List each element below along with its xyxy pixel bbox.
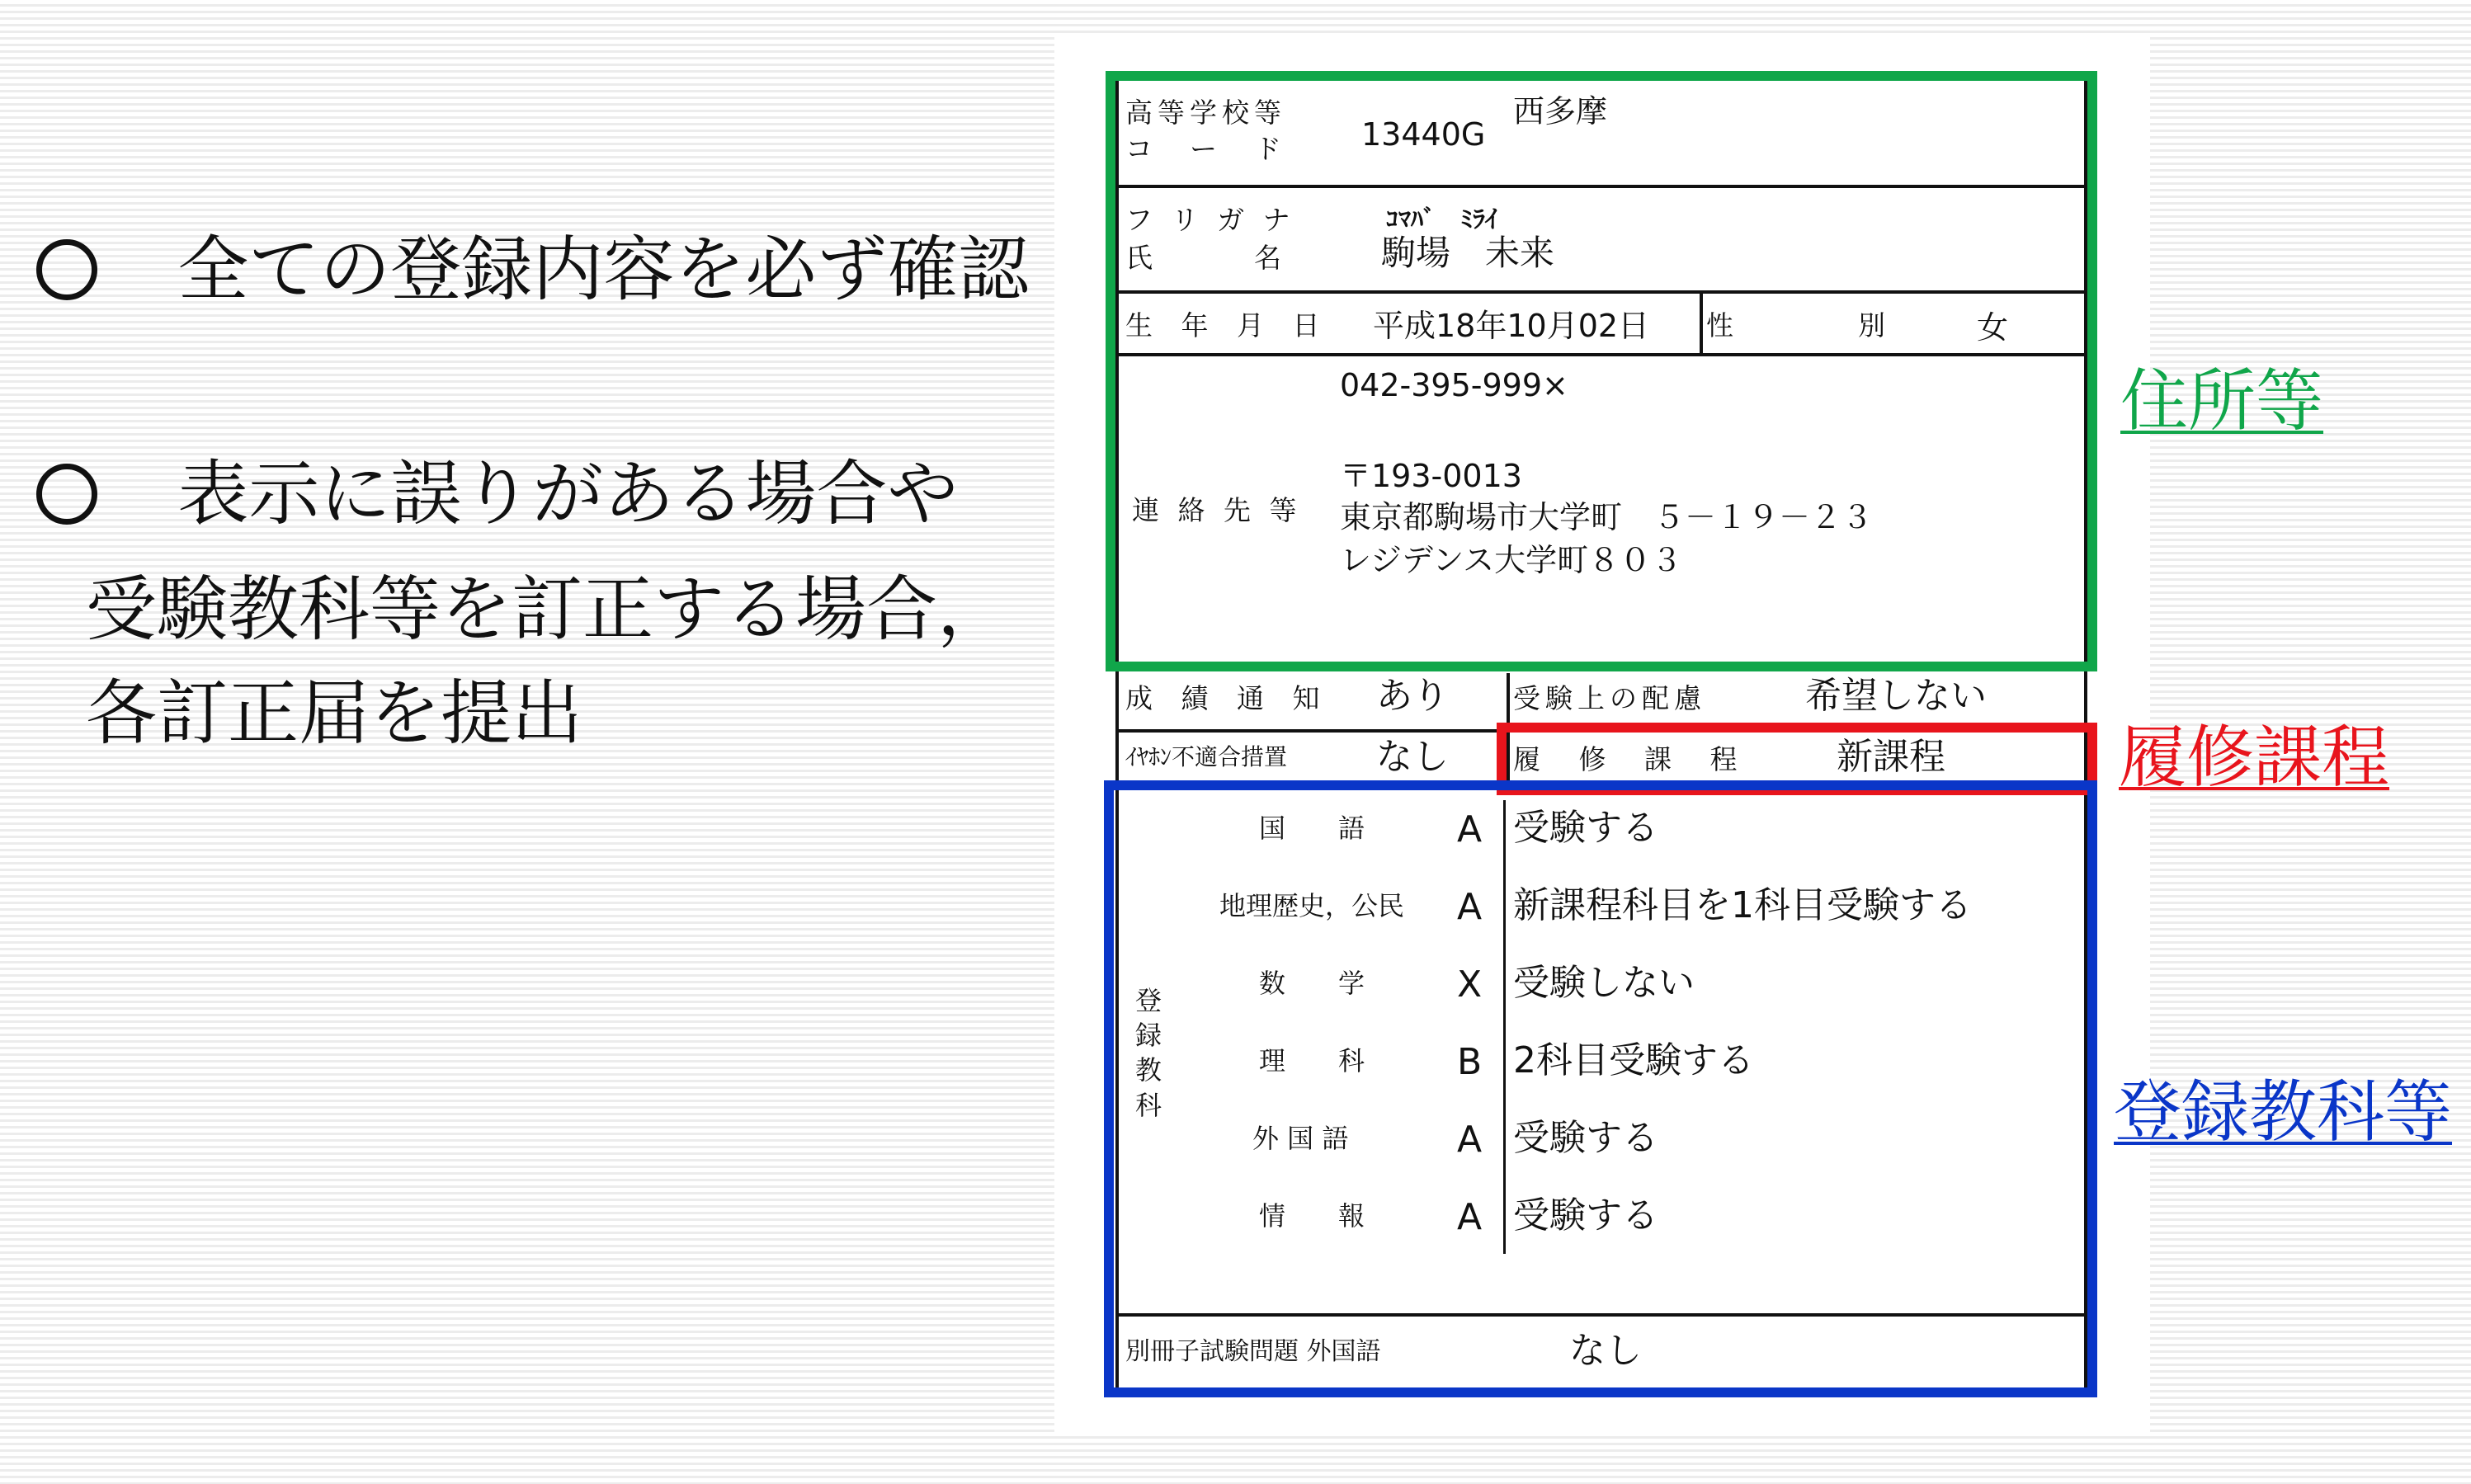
- school-code-value: 13440G: [1361, 116, 1486, 153]
- subject-code: A: [1457, 886, 1483, 928]
- curriculum-label: 履 修 課 程: [1513, 743, 1752, 775]
- booklet-label: 別冊子試験問題 外国語: [1125, 1337, 1381, 1366]
- registered-subjects-label: 登録教科: [1135, 985, 1162, 1121]
- school-code-label-2: コ ー ド: [1125, 133, 1286, 165]
- subject-name: 数 学: [1259, 968, 1365, 999]
- sex-label: 性: [1706, 309, 1738, 342]
- booklet-value: なし: [1569, 1330, 1642, 1372]
- subject-name: 外 国 語: [1252, 1123, 1349, 1154]
- subject-code: A: [1457, 1196, 1483, 1238]
- subject-code: A: [1457, 808, 1483, 850]
- furigana-value: ｺﾏﾊﾞ ﾐﾗｲ: [1386, 205, 1497, 234]
- phone-value: 042-395-999×: [1340, 367, 1568, 403]
- earphone-label: ｲﾔﾎﾝ不適合措置: [1125, 743, 1288, 770]
- name-label: 氏 名: [1125, 242, 1286, 274]
- instruction-line-2: [36, 453, 959, 535]
- score-notice-label: 成 績 通 知: [1125, 682, 1330, 714]
- curriculum-annotation: 履修課程: [2119, 718, 2390, 797]
- subjects-annotation: 登録教科等: [2114, 1073, 2453, 1152]
- instruction-text-2: 表示に誤りがある場合や: [177, 453, 959, 535]
- sex-value: 女: [1977, 309, 2009, 346]
- subject-name: 情 報: [1259, 1200, 1365, 1232]
- subject-code: B: [1457, 1041, 1483, 1083]
- address-annotation: 住所等: [2120, 362, 2324, 440]
- subject-code: X: [1457, 963, 1483, 1006]
- contact-label: 連 絡 先 等: [1132, 494, 1302, 526]
- school-name-value: 西多摩: [1513, 93, 1608, 130]
- furigana-label: フ リ ガ ナ: [1125, 204, 1295, 236]
- subjects-highlight-box: [1104, 780, 2097, 1397]
- address-line-2: レジデンス大学町８０３: [1340, 542, 1683, 578]
- school-code-label-1: 高等学校等: [1125, 97, 1286, 129]
- consideration-label: 受験上の配慮: [1513, 682, 1706, 714]
- instruction-text-4: 各訂正届を提出: [86, 672, 582, 755]
- instruction-text-1: 全ての登録内容を必ず確認: [177, 228, 1030, 311]
- subject-name: 理 科: [1259, 1045, 1365, 1076]
- subject-status: 新課程科目を1科目受験する: [1513, 884, 1972, 926]
- subject-name: 地理歴史，公民: [1219, 890, 1405, 921]
- sex-label-2: 別: [1858, 309, 1890, 342]
- circle-bullet-icon: [36, 239, 97, 300]
- address-line-1: 東京都駒場市大学町 ５－１９－２３: [1340, 499, 1874, 535]
- address-highlight-box: [1106, 71, 2097, 671]
- subject-name: 国 語: [1259, 813, 1365, 844]
- score-notice-value: あり: [1376, 675, 1449, 717]
- subject-status: 受験しない: [1513, 962, 1695, 1004]
- consideration-value: 希望しない: [1805, 675, 1987, 717]
- postal-code: 〒193-0013: [1340, 458, 1522, 494]
- subject-status: 受験する: [1513, 807, 1658, 849]
- instruction-line-1: [36, 228, 1030, 311]
- curriculum-value: 新課程: [1837, 736, 1945, 778]
- subject-code: A: [1457, 1119, 1483, 1161]
- birth-value: 平成18年10月02日: [1373, 308, 1650, 344]
- earphone-value: なし: [1376, 736, 1449, 778]
- instruction-text-3: 受験教科等を訂正する場合，: [86, 568, 1008, 651]
- subject-status: 受験する: [1513, 1117, 1658, 1159]
- name-value: 駒場 未来: [1381, 233, 1555, 273]
- circle-bullet-icon: [36, 464, 97, 525]
- subject-status: 受験する: [1513, 1194, 1658, 1237]
- birth-label: 生 年 月 日: [1125, 309, 1330, 342]
- subject-status: 2科目受験する: [1513, 1039, 1754, 1081]
